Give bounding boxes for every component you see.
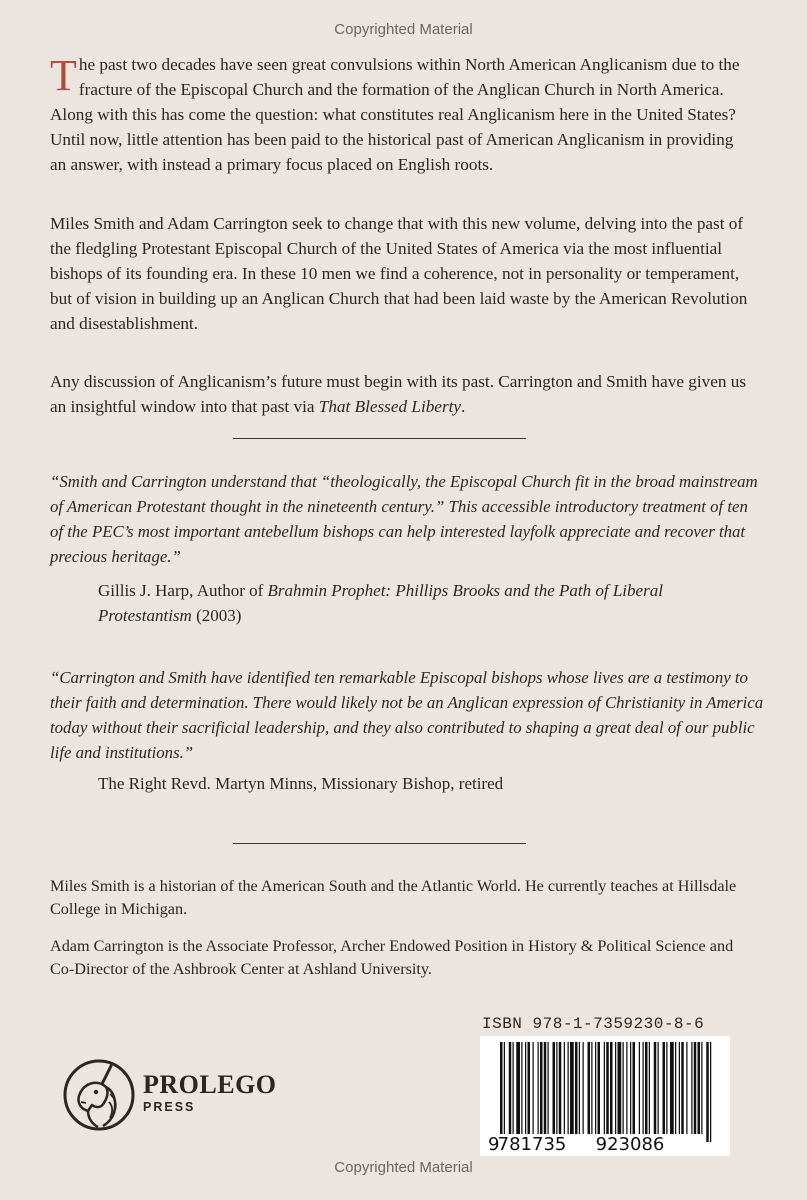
barcode-digits-group-2: 923086 xyxy=(595,1134,665,1155)
isbn-barcode xyxy=(480,1036,730,1156)
divider-2 xyxy=(233,843,526,844)
barcode-bar xyxy=(559,1042,562,1134)
endorsement-attribution-1 xyxy=(98,578,738,628)
barcode-bar xyxy=(645,1042,648,1134)
attribution-1-book: Brahmin Prophet: Phillips Brooks and the Path of Liberal Protestantism xyxy=(98,581,663,625)
endorsement-quote-2: “Carrington and Smith have identified ten remarkable Episcopal bishops whose lives are a testimony to their faith and determination. There would likely not be an Anglican expression of Christianity in America today without their sacrificial leadership, and they also contributed to shaping a great deal of our public life and institutions.” xyxy=(50,668,764,762)
barcode-bar xyxy=(583,1042,584,1134)
barcode-digits-group-1: 781735 xyxy=(497,1134,567,1155)
barcode-bar xyxy=(516,1042,520,1134)
barcode-bar xyxy=(679,1042,680,1134)
barcode-bar xyxy=(649,1042,650,1134)
barcode-bar xyxy=(610,1042,613,1134)
divider-1 xyxy=(233,438,526,439)
unicorn-head-icon xyxy=(62,1058,136,1137)
description-paragraph-3 xyxy=(50,369,750,419)
barcode-bar xyxy=(579,1042,580,1134)
barcode-bar xyxy=(500,1042,503,1142)
description-paragraph-2: Miles Smith and Adam Carrington seek to change that with this new volume, delving into the past of the fledgling Protestant Episcopal Church of the United States of America via the most influential bishops of its founding era. In these 10 men we find a coherence, not in personality or temperament, but of vision in building up an Anglican Church that had been laid waste by the American Revolution and disestablishment. xyxy=(50,214,748,333)
barcode-bar xyxy=(630,1042,631,1134)
barcode-bar xyxy=(570,1042,574,1134)
barcode-bar xyxy=(598,1042,601,1142)
barcode-bar xyxy=(623,1042,624,1134)
barcode-bar xyxy=(521,1042,522,1134)
barcode-bar xyxy=(681,1042,684,1134)
barcode-bar xyxy=(556,1042,557,1134)
barcode-bar xyxy=(698,1042,701,1134)
description-paragraph-1-text: he past two decades have seen great convulsions within North American Anglicanism due to the fracture of the Episcopal Church and the formation of the Anglican Church in North America. Along with this has come the question: what constitutes real Anglicanism here in the United States? Until now, little attention has been paid to the historical past of American Anglicanism in providing an answer, with instead a primary focus placed on English roots. xyxy=(50,55,740,174)
copyright-watermark-bottom: Copyrighted Material xyxy=(334,1159,473,1176)
endorsement-quote-1: “Smith and Carrington understand that “theologically, the Episcopal Church fit in the broad mainstream of American Protestant thought in the nineteenth century.” This accessible introductory treatment of ten of the PEC’s most important antebellum bishops can help interested layfolk appreciate and recover that precious heritage.” xyxy=(50,472,758,566)
barcode-bar xyxy=(540,1042,543,1134)
barcode-bar xyxy=(564,1042,565,1134)
attribution-1-prefix: Gillis J. Harp, Author of xyxy=(98,581,268,600)
barcode-bar xyxy=(663,1042,666,1134)
barcode-bar xyxy=(691,1042,692,1134)
barcode-bar xyxy=(528,1042,531,1134)
barcode-bar xyxy=(553,1042,556,1134)
attribution-1-suffix: (2003) xyxy=(191,606,242,625)
barcode-bar xyxy=(538,1042,539,1134)
barcode-bar xyxy=(618,1042,622,1134)
barcode-bar xyxy=(604,1042,605,1134)
barcode-bar xyxy=(509,1042,512,1134)
barcode-bar xyxy=(568,1042,569,1134)
publisher-name: PROLEGO xyxy=(143,1070,277,1099)
description-paragraph-3-end: . xyxy=(461,397,466,416)
barcode-bar xyxy=(504,1042,505,1142)
barcode-bar xyxy=(544,1042,547,1134)
barcode-bar xyxy=(675,1042,676,1134)
description-paragraph-1 xyxy=(50,52,750,177)
barcode-bar xyxy=(643,1042,644,1134)
barcode-bar xyxy=(591,1042,592,1134)
barcode-bar xyxy=(639,1042,640,1134)
copyright-watermark-top: Copyrighted Material xyxy=(334,21,473,38)
publisher-logo xyxy=(143,1071,277,1115)
barcode-first-digit: 9 xyxy=(488,1134,500,1155)
isbn-label: ISBN 978-1-7359230-8-6 xyxy=(482,1015,705,1033)
barcode-bar xyxy=(626,1042,627,1134)
barcode-bar xyxy=(513,1042,514,1134)
barcode-bar xyxy=(666,1042,667,1134)
barcode-bar xyxy=(615,1042,616,1134)
barcode-bar xyxy=(706,1042,709,1142)
publisher-sub: PRESS xyxy=(143,1100,196,1114)
barcode-bar xyxy=(686,1042,687,1134)
barcode-bar xyxy=(633,1042,636,1134)
barcode-bar xyxy=(694,1042,697,1134)
barcode-bar xyxy=(606,1042,609,1134)
barcode-bar xyxy=(710,1042,711,1142)
description-paragraph-3-text: Any discussion of Anglicanism’s future must begin with its past. Carrington and Smith have given us an insightful window into that past via xyxy=(50,372,747,416)
barcode-bar xyxy=(588,1042,591,1134)
barcode-bar xyxy=(575,1042,578,1134)
author-bio-1: Miles Smith is a historian of the American South and the Atlantic World. He currently teaches at Hillsdale College in Michigan. xyxy=(50,877,737,918)
barcode-bar xyxy=(548,1042,549,1134)
author-bio-2: Adam Carrington is the Associate Professor, Archer Endowed Position in History & Political Science and Co-Director of the Ashbrook Center at Ashland University. xyxy=(50,937,734,978)
book-title: That Blessed Liberty xyxy=(318,397,462,416)
barcode-bar xyxy=(654,1042,657,1134)
barcode-bar xyxy=(670,1042,674,1134)
drop-cap: T xyxy=(50,51,77,100)
barcode-bar xyxy=(595,1042,596,1142)
barcode-bar xyxy=(533,1042,534,1134)
barcode-bar xyxy=(701,1042,702,1134)
barcode-bar xyxy=(525,1042,526,1134)
endorsement-attribution-2: The Right Revd. Martyn Minns, Missionary Bishop, retired xyxy=(98,774,504,793)
barcode-bar xyxy=(658,1042,659,1134)
